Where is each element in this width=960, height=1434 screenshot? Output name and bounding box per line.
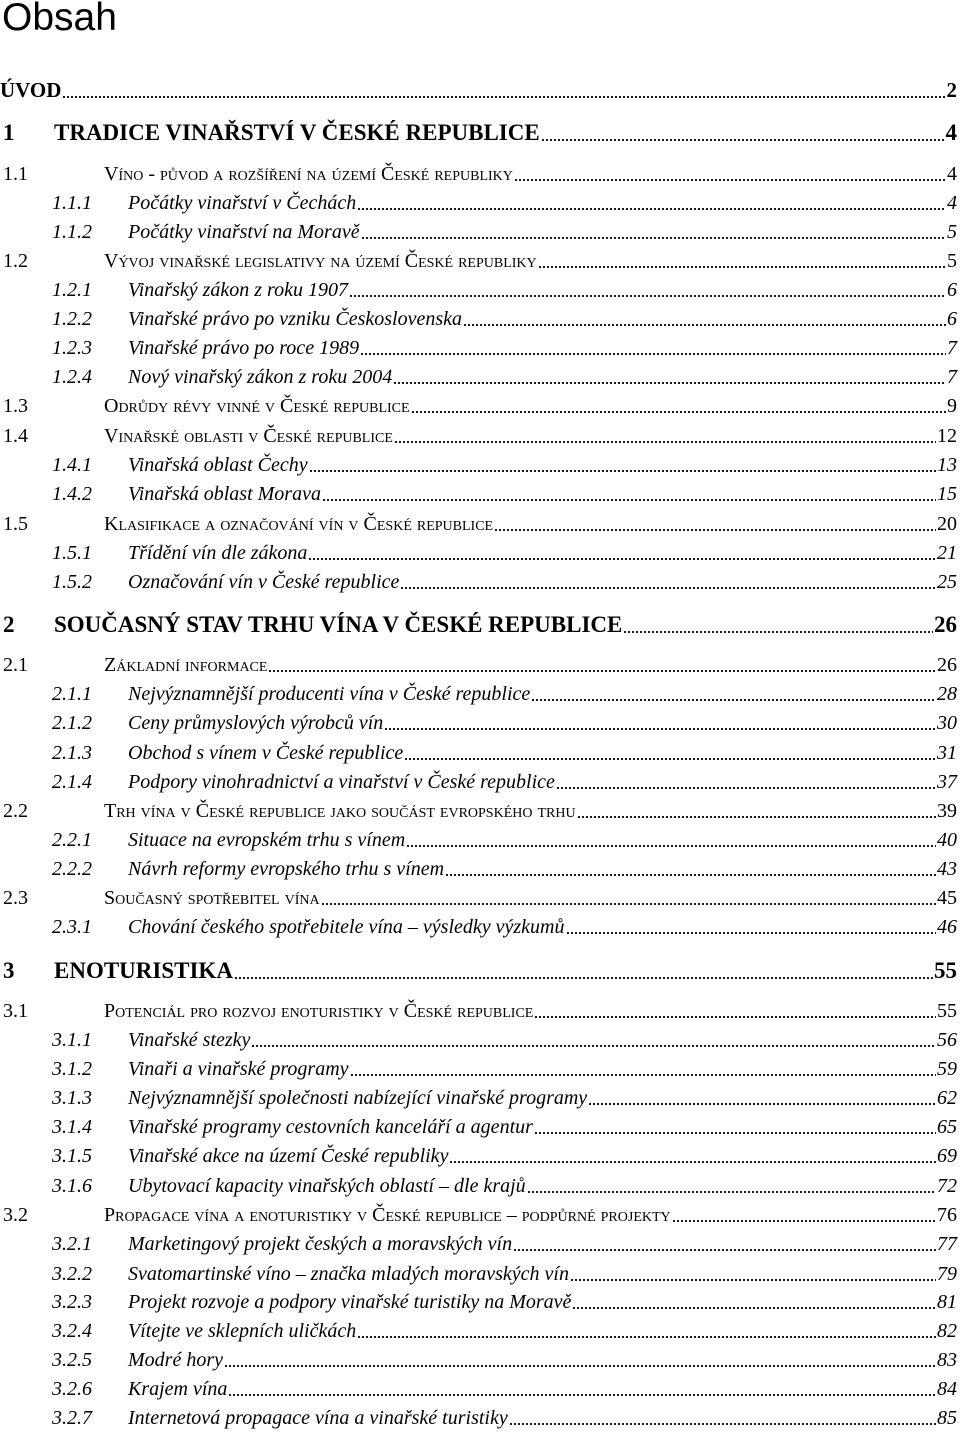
toc-entry[interactable] [0, 334, 960, 364]
toc-entry-number: 3.1.6 [52, 1175, 92, 1197]
toc-entry-title: Vinařský zákon z roku 1907 [128, 279, 348, 301]
toc-entry-number: 2.1.4 [52, 771, 92, 793]
dot-leader [556, 770, 936, 790]
dot-leader [534, 999, 936, 1019]
toc-entry-number: 1.5 [3, 513, 28, 535]
toc-entry-number: 2.2.2 [52, 858, 92, 880]
toc-entry[interactable] [0, 539, 960, 569]
toc-entry-page-number: 76 [937, 1204, 957, 1226]
toc-entry-page-number: 43 [937, 858, 957, 880]
toc-entry-title: Modré hory [128, 1349, 223, 1371]
toc-entry[interactable] [0, 609, 960, 639]
toc-entry-page-number: 85 [937, 1407, 957, 1429]
toc-entry-number: 2.2 [3, 800, 28, 822]
dot-leader [224, 1348, 936, 1368]
toc-entry-title: Vinařské akce na území České republiky [128, 1145, 449, 1167]
dot-leader [527, 1174, 936, 1194]
dot-leader [321, 886, 936, 906]
toc-entry-page-number: 28 [937, 683, 957, 705]
toc-entry-number: 2.3 [3, 887, 28, 909]
toc-entry-number: 3.2 [3, 1204, 28, 1226]
toc-entry-number: 1.4.1 [52, 454, 92, 476]
dot-leader [349, 278, 946, 298]
toc-entry-page-number: 31 [937, 742, 957, 764]
toc-entry[interactable] [0, 768, 960, 798]
toc-entry-page-number: 5 [947, 250, 957, 272]
toc-entry-number: 3.1.4 [52, 1116, 92, 1138]
dot-leader [350, 1057, 936, 1077]
dot-leader [400, 570, 936, 590]
dot-leader [322, 482, 936, 502]
toc-entry-title: Třídění vín dle zákona [128, 542, 308, 564]
toc-entry-number: 1.2 [3, 250, 28, 272]
toc-entry[interactable] [0, 510, 960, 540]
toc-entry-page-number: 84 [937, 1378, 957, 1400]
toc-entry[interactable] [0, 1026, 960, 1056]
toc-entry-number: 2.1.2 [52, 712, 92, 734]
toc-entry-number: 2.1.1 [52, 683, 92, 705]
toc-entry-page-number: 65 [937, 1116, 957, 1138]
toc-entry-title: Současný spotřebitel vína [104, 887, 320, 909]
toc-entry-title: Ceny průmyslových výrobců vín [128, 712, 384, 734]
toc-entry-page-number: 9 [947, 395, 957, 417]
toc-entry-title: Projekt rozvoje a podpory vinařské turistiky na Moravě [128, 1291, 572, 1313]
dot-leader [406, 828, 936, 848]
toc-entry[interactable] [0, 160, 960, 190]
toc-entry[interactable] [0, 797, 960, 827]
toc-entry-title: Potenciál pro rozvoj enoturistiky v České republice [104, 1000, 534, 1022]
toc-entry-number: 3.2.1 [52, 1233, 92, 1255]
dot-leader [357, 1319, 936, 1339]
toc-entry-title: Internetová propagace vína a vinařské turistiky [128, 1407, 508, 1429]
toc-entry-page-number: 69 [937, 1145, 957, 1167]
toc-entry-title: Základní informace [104, 654, 268, 676]
toc-entry-title: Vinařské oblasti v České republice [104, 425, 393, 447]
toc-entry-title: Klasifikace a označování vín v České republice [104, 513, 494, 535]
toc-entry-number: 2 [3, 612, 15, 637]
toc-entry-number: 3.1.3 [52, 1087, 92, 1109]
dot-leader [494, 512, 936, 532]
toc-entry-page-number: 26 [937, 654, 957, 676]
dot-leader [449, 1144, 936, 1164]
toc-entry-page-number: 6 [947, 308, 957, 330]
dot-leader [62, 78, 945, 99]
toc-entry[interactable] [0, 1260, 960, 1290]
toc-entry-page-number: 4 [945, 120, 957, 145]
dot-leader [357, 191, 946, 211]
toc-entry[interactable] [0, 392, 960, 422]
toc-entry-title: Nejvýznamnější producenti vína v České republice [128, 683, 531, 705]
toc-entry-page-number: 45 [937, 887, 957, 909]
dot-leader [534, 1115, 936, 1135]
dot-leader [577, 799, 936, 819]
toc-entry[interactable] [0, 451, 960, 481]
toc-entry[interactable] [0, 997, 960, 1027]
toc-entry-title: Vinařská oblast Čechy [128, 454, 308, 476]
toc-entry-number: 1.3 [3, 395, 28, 417]
toc-entry-title: Chování českého spotřebitele vína – výsledky výzkumů [128, 916, 565, 938]
dot-leader [384, 711, 936, 731]
toc-entry-title: Návrh reformy evropského trhu s vínem [128, 858, 445, 880]
toc-entry-page-number: 25 [937, 571, 957, 593]
toc-entry[interactable] [0, 855, 960, 885]
toc-entry[interactable] [0, 568, 960, 598]
toc-entry-title: Vinaři a vinařské programy [128, 1058, 349, 1080]
toc-entry[interactable] [0, 1172, 960, 1202]
toc-entry-title: Obchod s vínem v České republice [128, 742, 404, 764]
toc-entry-page-number: 55 [937, 1000, 957, 1022]
toc-entry-title: Počátky vinařství v Čechách [128, 192, 357, 214]
toc-entry-number: 3.2.6 [52, 1378, 92, 1400]
toc-entry-page-number: 15 [937, 483, 957, 505]
toc-entry[interactable] [0, 1201, 960, 1231]
toc-entry-page-number: 77 [937, 1233, 957, 1255]
toc-entry[interactable] [0, 1142, 960, 1172]
toc-entry-title: Propagace vína a enoturistiky v České republice – podpůrné projekty [104, 1204, 671, 1226]
toc-entry-number: 3.2.7 [52, 1407, 92, 1429]
toc-entry-number: 3 [3, 958, 15, 983]
toc-entry-title: Víno - původ a rozšíření na území České republiky [104, 163, 513, 185]
toc-entry-title: ENOTURISTIKA [54, 958, 233, 983]
toc-entry[interactable] [0, 1288, 960, 1318]
dot-leader [570, 1262, 936, 1282]
toc-entry-page-number: 26 [934, 612, 957, 637]
toc-entry[interactable] [0, 1084, 960, 1114]
toc-entry-title: Vinařská oblast Morava [128, 483, 321, 505]
toc-entry-title: Ubytovací kapacity vinařských oblastí – dle krajů [128, 1175, 526, 1197]
toc-entry-page-number: 37 [937, 771, 957, 793]
toc-entry[interactable] [0, 913, 960, 943]
toc-entry[interactable] [0, 218, 960, 248]
toc-entry-number: 1.2.4 [52, 366, 92, 388]
toc-entry-number: 1.1.2 [52, 221, 92, 243]
dot-leader [393, 365, 946, 385]
dot-leader [234, 957, 933, 980]
toc-entry-title: Odrůdy révy vinné v České republice [104, 395, 410, 417]
toc-entry-title: Trh vína v České republice jako součást evropského trhu [104, 800, 576, 822]
dot-leader [572, 1290, 936, 1310]
toc-entry-page-number: 79 [937, 1263, 957, 1285]
toc-entry-page-number: 5 [947, 221, 957, 243]
toc-entry-number: 3.1.5 [52, 1145, 92, 1167]
toc-entry-title: Vítejte ve sklepních uličkách [128, 1320, 357, 1342]
toc-entry-number: 3.2.3 [52, 1291, 92, 1313]
toc-entry-page-number: 13 [937, 454, 957, 476]
toc-entry-title: Vinařské stezky [128, 1029, 251, 1051]
toc-entry[interactable] [0, 363, 960, 393]
toc-entry-number: 2.1.3 [52, 742, 92, 764]
dot-leader [309, 453, 936, 473]
toc-entry[interactable] [0, 709, 960, 739]
toc-entry-title: Označování vín v České republice [128, 571, 400, 593]
toc-entry[interactable] [0, 117, 960, 147]
toc-entry[interactable] [0, 276, 960, 306]
toc-entry[interactable] [0, 480, 960, 510]
toc-entry-page-number: 4 [947, 163, 957, 185]
dot-leader [268, 653, 936, 673]
toc-entry-page-number: 62 [937, 1087, 957, 1109]
toc-entry-number: 3.1 [3, 1000, 28, 1022]
toc-entry-page-number: 72 [937, 1175, 957, 1197]
toc-entry-number: 1.1.1 [52, 192, 92, 214]
dot-leader [360, 336, 946, 356]
toc-entry-title: Svatomartinské víno – značka mladých moravských vín [128, 1263, 569, 1285]
toc-entry-page-number: 20 [937, 513, 957, 535]
toc-entry-number: 3.1.2 [52, 1058, 92, 1080]
dot-leader [361, 220, 946, 240]
toc-entry-title: Počátky vinařství na Moravě [128, 221, 360, 243]
toc-entry[interactable] [0, 1346, 960, 1376]
toc-entry-page-number: 12 [937, 425, 957, 447]
toc-entry-title: Nejvýznamnější společnosti nabízející vinařské programy [128, 1087, 588, 1109]
toc-entry-page-number: 82 [937, 1320, 957, 1342]
dot-leader [588, 1086, 936, 1106]
toc-entry[interactable] [0, 1055, 960, 1085]
toc-entry-number: 1.2.1 [52, 279, 92, 301]
dot-leader [514, 162, 946, 182]
toc-entry-number: 1.4 [3, 425, 28, 447]
toc-entry[interactable] [0, 1113, 960, 1143]
toc-entry-page-number: 30 [937, 712, 957, 734]
toc-entry[interactable] [0, 305, 960, 335]
toc-entry-title: TRADICE VINAŘSTVÍ V ČESKÉ REPUBLICE [54, 120, 540, 145]
toc-entry[interactable] [0, 1375, 960, 1405]
toc-entry-title: Marketingový projekt českých a moravských vín [128, 1233, 513, 1255]
toc-entry-page-number: 21 [937, 542, 957, 564]
toc-entry-number: 3.1.1 [52, 1029, 92, 1051]
toc-entry-number: 2.3.1 [52, 916, 92, 938]
toc-entry-title: Vinařské právo po roce 1989 [128, 337, 360, 359]
toc-entry-title: Krajem vína [128, 1378, 228, 1400]
dot-leader [513, 1232, 936, 1252]
toc-entry-page-number: 39 [937, 800, 957, 822]
toc-entry-page-number: 4 [947, 192, 957, 214]
toc-entry[interactable] [0, 826, 960, 856]
toc-entry-page-number: 81 [937, 1291, 957, 1313]
toc-entry[interactable] [0, 680, 960, 710]
toc-entry-number: 1.1 [3, 163, 28, 185]
dot-leader [411, 394, 946, 414]
toc-entry-title: Podpory vinohradnictví a vinařství v České republice [128, 771, 555, 793]
toc-entry[interactable] [0, 955, 960, 985]
toc-entry[interactable] [0, 1404, 960, 1434]
toc-entry-page-number: 83 [937, 1349, 957, 1371]
toc-entry-number: 3.2.4 [52, 1320, 92, 1342]
dot-leader [308, 541, 936, 561]
toc-entry-number: 3.2.5 [52, 1349, 92, 1371]
toc-entry-title: Vývoj vinařské legislativy na území České republiky [104, 250, 537, 272]
dot-leader [394, 424, 936, 444]
toc-entry-page-number: 2 [946, 78, 957, 102]
toc-entry-number: 1.4.2 [52, 483, 92, 505]
toc-entry-title: SOUČASNÝ STAV TRHU VÍNA V ČESKÉ REPUBLICE [54, 612, 623, 637]
toc-entry-page-number: 7 [947, 337, 957, 359]
toc-entry-number: 1 [3, 120, 15, 145]
dot-leader [531, 682, 936, 702]
dot-leader [541, 119, 945, 142]
toc-entry-title: Vinařské právo po vzniku Československa [128, 308, 462, 330]
toc-entry[interactable] [0, 247, 960, 277]
toc-entry-page-number: 7 [947, 366, 957, 388]
toc-entry-number: 2.2.1 [52, 829, 92, 851]
toc-entry[interactable] [0, 1317, 960, 1347]
dot-leader [251, 1028, 936, 1048]
toc-entry-number: 2.1 [3, 654, 28, 676]
toc-entry-page-number: 59 [937, 1058, 957, 1080]
dot-leader [228, 1377, 936, 1397]
toc-entry[interactable] [0, 884, 960, 914]
toc-entry[interactable] [0, 1230, 960, 1260]
toc-entry-page-number: 40 [937, 829, 957, 851]
toc-entry[interactable] [0, 739, 960, 769]
page-title: Obsah [2, 0, 117, 39]
dot-leader [404, 741, 936, 761]
toc-entry-page-number: 6 [947, 279, 957, 301]
dot-leader [538, 249, 946, 269]
dot-leader [672, 1203, 936, 1223]
toc-entry-page-number: 56 [937, 1029, 957, 1051]
dot-leader [566, 915, 936, 935]
toc-entry-title: ÚVOD [0, 78, 62, 102]
toc-entry[interactable] [0, 651, 960, 681]
toc-entry-number: 3.2.2 [52, 1263, 92, 1285]
toc-entry[interactable] [0, 189, 960, 219]
toc-entry-number: 1.2.3 [52, 337, 92, 359]
dot-leader [445, 857, 936, 877]
dot-leader [509, 1406, 936, 1426]
dot-leader [623, 611, 933, 634]
dot-leader [463, 307, 946, 327]
toc-entry-page-number: 55 [934, 958, 957, 983]
toc-entry-number: 1.2.2 [52, 308, 92, 330]
toc-entry-title: Vinařské programy cestovních kanceláří a agentur [128, 1116, 533, 1138]
toc-entry-title: Situace na evropském trhu s vínem [128, 829, 406, 851]
toc-entry-title: Nový vinařský zákon z roku 2004 [128, 366, 393, 388]
toc-entry-page-number: 46 [937, 916, 957, 938]
toc-entry-number: 1.5.2 [52, 571, 92, 593]
toc-entry-number: 1.5.1 [52, 542, 92, 564]
toc-entry[interactable] [0, 76, 960, 106]
toc-entry[interactable] [0, 422, 960, 452]
